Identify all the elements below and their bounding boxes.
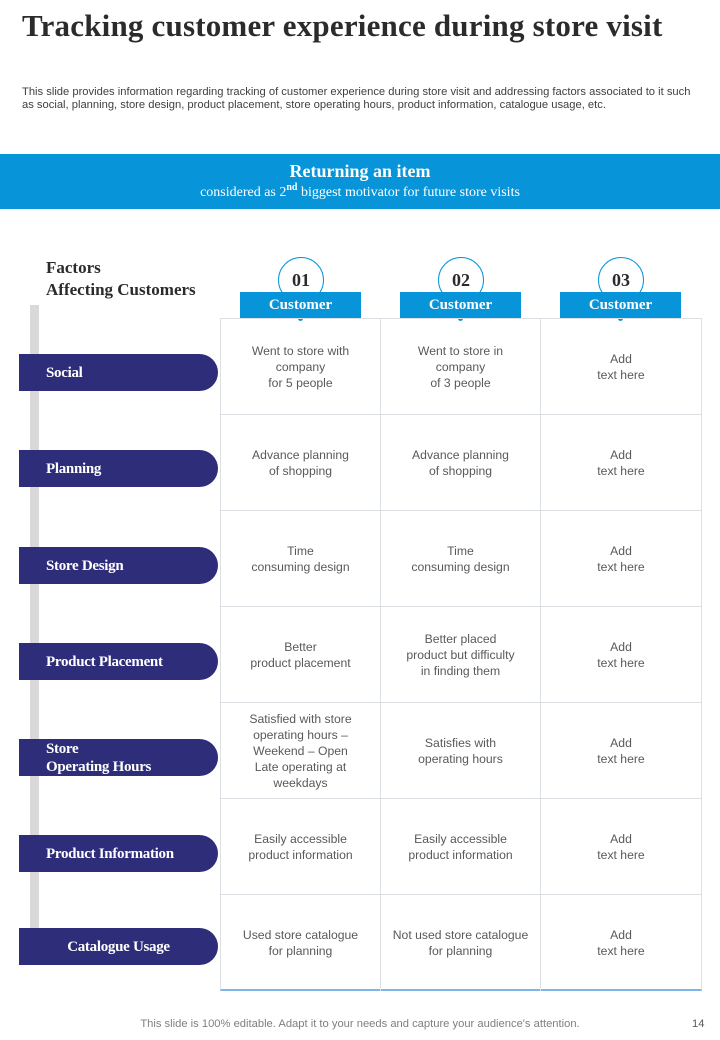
row-label-product-placement: Product Placement [19, 643, 218, 680]
table-cell: Time consuming design [381, 511, 541, 607]
table-cell: Satisfies with operating hours [381, 703, 541, 799]
banner-heading: Returning an item [289, 161, 431, 181]
footer-note: This slide is 100% editable. Adapt it to your needs and capture your audience's attention. [140, 1018, 580, 1030]
table-cell: Add text here [541, 607, 701, 703]
banner-text-post: biggest motivator for future store visits [297, 185, 520, 200]
table-cell: Went to store in company of 3 people [381, 319, 541, 415]
column-number-badge: 03 [598, 257, 644, 303]
table-cell: Time consuming design [221, 511, 381, 607]
table-cell: Advance planning of shopping [221, 415, 381, 511]
highlight-banner [0, 154, 720, 209]
table-cell: Better product placement [221, 607, 381, 703]
column-header: Customer [240, 292, 361, 318]
column-header: Customer [400, 292, 521, 318]
column-header: Customer [560, 292, 681, 318]
table-cell: Add text here [541, 511, 701, 607]
banner-text-pre: considered as 2 [200, 185, 287, 200]
table-cell: Add text here [541, 319, 701, 415]
table-cell: Add text here [541, 799, 701, 895]
table-cell: Used store catalogue for planning [221, 895, 381, 991]
row-label-social: Social [19, 354, 218, 391]
row-label-product-information: Product Information [19, 835, 218, 872]
table-cell: Went to store with company for 5 people [221, 319, 381, 415]
row-label-planning: Planning [19, 450, 218, 487]
table-cell: Easily accessible product information [381, 799, 541, 895]
row-label-store-design: Store Design [19, 547, 218, 584]
banner-superscript: nd [286, 182, 298, 193]
table-cell: Easily accessible product information [221, 799, 381, 895]
page-subtitle: This slide provides information regarding tracking of customer experience during store visit and addressing factors associated to it such as social, planning, store design, product placement, store operating hours, product information, catalogue usage, etc. [22, 86, 691, 112]
table-cell: Satisfied with store operating hours – Weekend – Open Late operating at weekdays [221, 703, 381, 799]
page-number: 14 [692, 1018, 705, 1030]
table-cell: Not used store catalogue for planning [381, 895, 541, 991]
table-cell: Add text here [541, 703, 701, 799]
table-cell: Better placed product but difficulty in finding them [381, 607, 541, 703]
factors-heading: Factors Affecting Customers [46, 258, 196, 299]
column-number-badge: 02 [438, 257, 484, 303]
table-cell: Add text here [597, 928, 645, 958]
comparison-table [220, 318, 702, 991]
table-cell: Advance planning of shopping [381, 415, 541, 511]
banner-subheading [0, 184, 720, 202]
table-cell: Add text here [541, 415, 701, 511]
column-number-badge: 01 [278, 257, 324, 303]
row-label-catalogue-usage: Catalogue Usage [19, 928, 218, 965]
row-label-store-operating-hours: Store Operating Hours [19, 739, 218, 776]
page-title: Tracking customer experience during store visit [22, 8, 663, 43]
